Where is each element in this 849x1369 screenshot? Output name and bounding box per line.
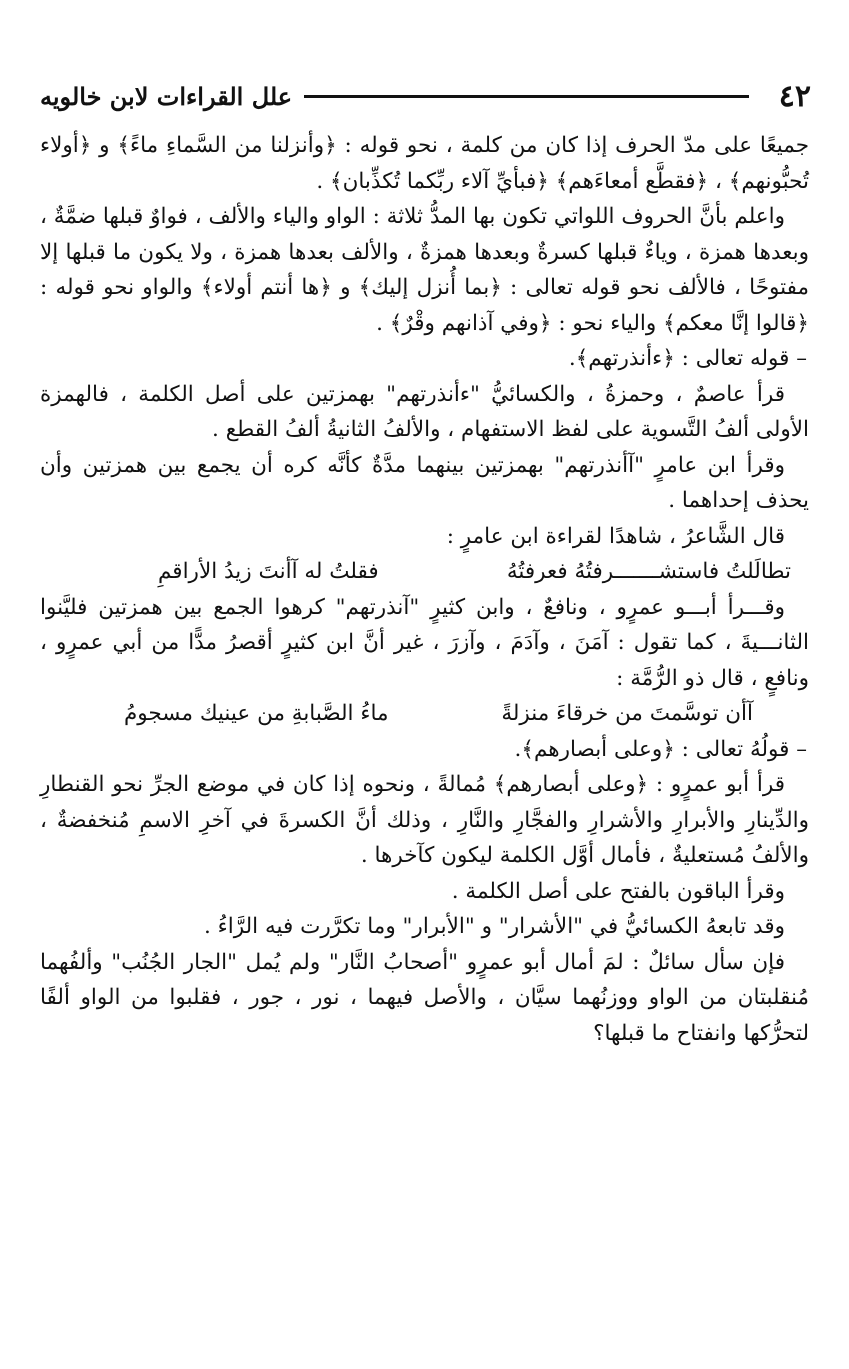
header-rule: [304, 95, 749, 98]
section-heading: – قولُهُ تعالى : ﴿وعلى أبصارهم﴾.: [514, 736, 807, 762]
paragraph: جميعًا على مدّ الحرف إذا كان من كلمة ، نحو قوله : ﴿وأنزلنا من السَّماءِ ماءً﴾ و ﴿أولاء تُحبُّونهم﴾ ، ﴿فقطَّع أمعاءَهم﴾ ﴿فبأيِّ آلاء ربِّكما تُكذِّبان﴾ .: [40, 133, 809, 194]
running-title: علل القراءات لابن خالويه: [40, 81, 293, 111]
verse-second-hemistich: فقلتُ له آأنتَ زيدُ الأراقمِ: [158, 559, 379, 584]
verse-second-hemistich: ماءُ الصَّبابةِ من عينيك مسجومُ: [124, 701, 389, 726]
poetry-verse: [40, 696, 809, 732]
paragraph: وقرأ الباقون بالفتح على أصل الكلمة .: [451, 878, 785, 904]
poetry-verse: [40, 554, 809, 590]
verse-first-hemistich: آأن توسَّمتَ من خرقاءَ منزلةً: [501, 701, 753, 726]
paragraph: وقد تابعهُ الكسائيُّ في "الأشرار" و "الأبرار" وما تكرَّرت فيه الرَّاءُ .: [203, 914, 785, 939]
paragraph: قرأ عاصمٌ ، وحمزةُ ، والكسائيُّ "ءأنذرتهم" بهمزتين على أصل الكلمة ، فالهمزة الأولى ألفُ التَّسوية على لفظ الاستفهام ، والألفُ الثانيةُ ألفُ القطع .: [40, 381, 809, 442]
paragraph: قرأ أبو عمرٍو : ﴿وعلى أبصارهم﴾ مُمالةً ، ونحوه إذا كان في موضع الجرِّ نحو القنطارِ والدِّينارِ والأبرارِ والأشرارِ والفجَّارِ والنَّارِ ، وذلك أنَّ الكسرةَ في آخرِ الاسمِ مُنخفضةٌ ، والألفُ مُستعليةٌ ، فأمال أوَّل الكلمة ليكون كآخرها .: [40, 772, 809, 868]
paragraph: واعلم بأنَّ الحروف اللواتي تكون بها المدُّ ثلاثة : الواو والياء والألف ، فواوٌ قبلها ضمَّةٌ ، وبعدها همزة ، وياءٌ قبلها كسرةٌ وبعدها همزةٌ ، والألف بعدها همزة ، ولا يكون ما قبلها إلا مفتوحًا ، فالألف نحو قوله تعالى : ﴿بما أُنزل إليك﴾ و ﴿ها أنتم أولاء﴾ والواو نحو قوله : ﴿قالوا إنَّا معكم﴾ والياء نحو : ﴿وفي آذانهم وقْرٌ﴾ .: [40, 204, 809, 336]
paragraph: وقـــرأ أبـــو عمرٍو ، ونافعٌ ، وابن كثيرٍ "آنذرتهم" كرهوا الجمع بين همزتين فليَّنوا الثانـــيةَ ، كما تقول : آمَنَ ، وآدَمَ ، وآزرَ ، غير أنَّ ابن كثيرٍ أقصرُ مدًّا من أبي عمرٍو ، ونافعٍ ، قال ذو الرُّمَّة :: [40, 594, 809, 691]
paragraph: وقرأ ابن عامرٍ "آأنذرتهم" بهمزتين بينهما مدَّةٌ كأنَّه كره أن يجمع بين همزتين وأن يحذف إحداهما .: [40, 452, 809, 513]
section-heading: – قوله تعالى : ﴿ءأنذرتهم﴾.: [568, 346, 807, 371]
page-body: [40, 128, 809, 1051]
paragraph: قال الشَّاعرُ ، شاهدًا لقراءة ابن عامرٍ :: [446, 523, 785, 549]
paragraph: فإن سأل سائلٌ : لمَ أمال أبو عمرٍو "أصحابُ النَّار" ولم يُمل "الجار الجُنُب" وألفُهما مُنقلبتان من الواو ووزنُهما سيَّان ، والأصل فيهما ، نور ، جور ، فقلبوا من الواو ألفًا لتحرُّكها وانفتاح ما قبلها؟: [40, 949, 809, 1046]
page-number: ٤٢: [778, 78, 811, 114]
verse-first-hemistich: تطالَلتُ فاستشـــــــرفتُهُ فعرفتُهُ: [506, 559, 791, 584]
page-header: [40, 76, 811, 116]
